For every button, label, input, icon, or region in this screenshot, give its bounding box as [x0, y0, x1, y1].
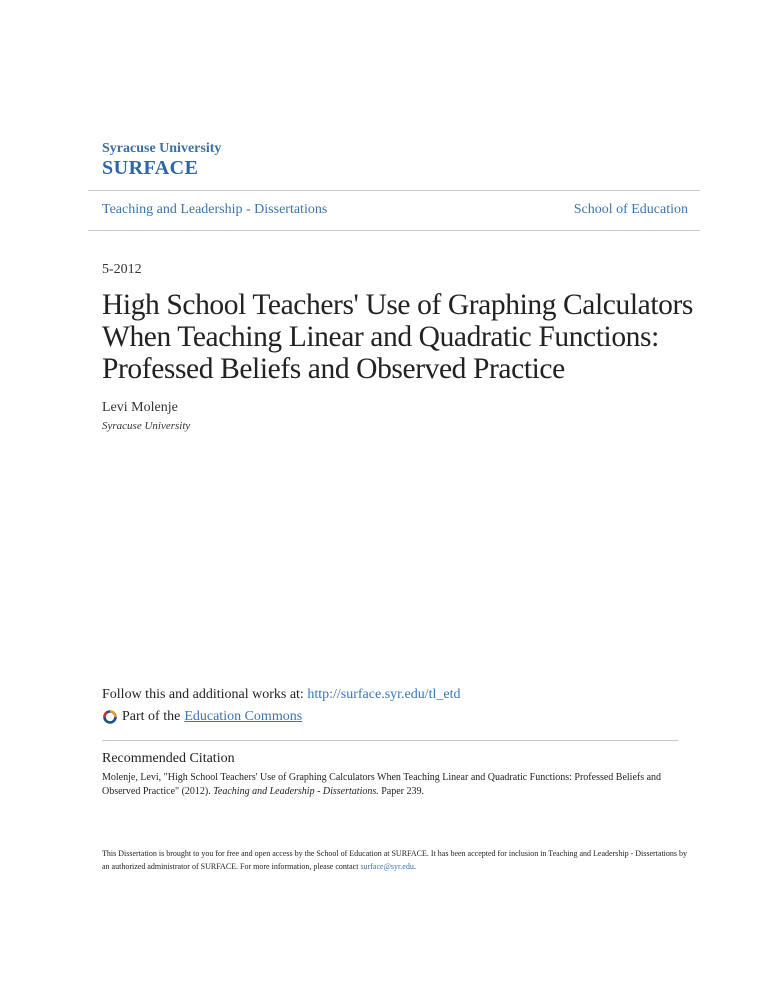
citation-series: Teaching and Leadership - Dissertations. [213, 786, 379, 797]
disclaimer-text: This Dissertation is brought to you for free and open access by the School of Education at SURFACE. It has been accepted for inclusion in Teaching and Leadership - Dissertations by an authorized administrator of SURFACE. For more information, please contact [102, 849, 687, 871]
citation-main: Molenje, Levi, "High School Teachers' Use of Graphing Calculators When Teaching Linear and Quadratic Functions: Professed Beliefs and Observed Practice" (2012). [102, 772, 662, 797]
contact-email-link[interactable]: surface@syr.edu [360, 862, 414, 871]
publication-date: 5-2012 [102, 262, 142, 277]
citation-suffix: Paper 239. [378, 786, 425, 797]
author-name: Levi Molenje [102, 400, 178, 415]
citation-heading: Recommended Citation [102, 751, 235, 766]
document-title: High School Teachers' Use of Graphing Calculators When Teaching Linear and Quadratic Functions: Professed Beliefs and Observed Practice [102, 289, 693, 385]
follow-line [102, 687, 461, 703]
education-commons-link[interactable]: Education Commons [184, 709, 303, 724]
access-disclaimer [102, 847, 692, 873]
header-top-rule [88, 190, 700, 191]
citation-text [102, 771, 672, 799]
collection-link[interactable]: Teaching and Leadership - Dissertations [102, 202, 328, 217]
author-affiliation: Syracuse University [102, 420, 191, 432]
commons-network-icon [102, 709, 118, 725]
repository-name[interactable]: SURFACE [102, 157, 199, 179]
department-link[interactable]: School of Education [573, 202, 688, 217]
follow-label: Follow this and additional works at: [102, 687, 308, 702]
header-bottom-rule [88, 230, 700, 231]
partof-label: Part of the [122, 709, 181, 724]
disclaimer-end: . [413, 862, 416, 871]
partof-line [102, 709, 302, 725]
institution-name[interactable]: Syracuse University [102, 141, 222, 156]
citation-rule [102, 740, 678, 741]
follow-url-link[interactable]: http://surface.syr.edu/tl_etd [307, 687, 461, 702]
